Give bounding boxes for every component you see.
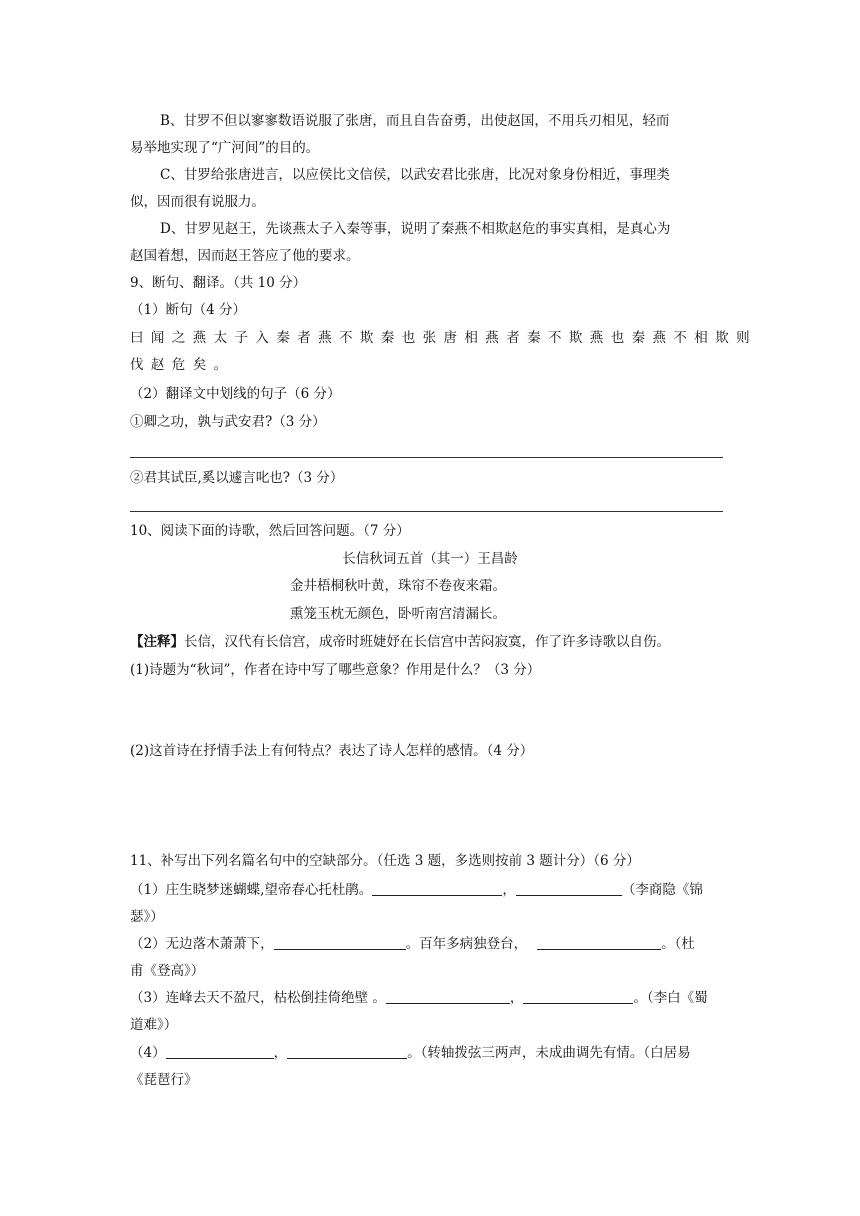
- q11-item-3: [130, 988, 708, 1008]
- q10-title: 10、阅读下面的诗歌，然后回答问题。（7 分）: [130, 523, 410, 539]
- q11-item-3-comma: ，: [509, 990, 524, 1006]
- option-c-line-1: C、甘罗给张唐进言，以应侯比文信侯，以武安君比张唐，比况对象身份相近，事理类: [160, 167, 670, 183]
- blank-4b[interactable]: [287, 1044, 407, 1059]
- q11-item-4-post: 。（转轴拨弦三两声，未成曲调先有情。（白居易: [407, 1045, 691, 1061]
- q11-item-1-wrap: 瑟》）: [130, 909, 164, 925]
- option-d-line-2: 赵国着想，因而赵王答应了他的要求。: [130, 248, 360, 264]
- q11-item-4-wrap: 《琵琶行》: [130, 1072, 198, 1088]
- q9-punctuation-text-line-2: 伐赵危矣。: [130, 357, 235, 373]
- q11-item-2-post: 。（杜: [661, 936, 695, 952]
- q11-item-3-post: 。（李白《蜀: [633, 990, 708, 1006]
- poem-line-2: 熏笼玉枕无颜色，卧听南宫清漏长。: [290, 606, 506, 622]
- blank-1a[interactable]: [372, 881, 502, 896]
- q9-part1-label: （1）断句（4 分）: [130, 302, 246, 318]
- q11-title: 11、补写出下列名篇名句中的空缺部分。（任选 3 题，多选则按前 3 题计分）（6 分）: [130, 853, 640, 869]
- q11-item-1-post: （李商隐《锦: [621, 882, 703, 898]
- q11-item-1-comma: ，: [502, 882, 516, 898]
- q11-item-3-wrap: 道难》）: [130, 1017, 178, 1033]
- q9-title: 9、断句、翻译。（共 10 分）: [130, 275, 307, 291]
- option-d-line-1: D、甘罗见赵王，先谈燕太子入秦等事，说明了秦燕不相欺赵危的事实真相，是真心为: [160, 221, 671, 237]
- answer-line-2[interactable]: [130, 511, 723, 512]
- q9-sentence-2: ②君其试臣,奚以遽言叱也?（3 分）: [130, 470, 344, 486]
- blank-4a[interactable]: [166, 1044, 274, 1059]
- blank-3b[interactable]: [523, 989, 633, 1004]
- blank-2a[interactable]: [274, 935, 406, 950]
- q9-punctuation-text-line-1: 曰闻之燕太子入秦者燕不欺秦也张唐相燕者秦不欺燕也秦燕不相欺则: [130, 330, 757, 346]
- q11-item-4: [130, 1043, 691, 1063]
- q10-sub2: (2)这首诗在抒情手法上有何特点？表达了诗人怎样的感情。（4 分）: [130, 743, 534, 759]
- q11-item-2-pre: （2）无边落木萧萧下，: [130, 936, 274, 952]
- blank-1b[interactable]: [516, 881, 622, 896]
- q11-item-3-pre: （3）连峰去天不盈尺，枯松倒挂倚绝壁 。: [130, 990, 386, 1006]
- q11-item-2-mid: 。百年多病独登台，: [405, 936, 528, 952]
- q11-item-1-pre: （1）庄生晓梦迷蝴蝶,望帝春心托杜鹃。: [130, 882, 373, 898]
- poem-line-1: 金井梧桐秋叶黄，珠帘不卷夜来霜。: [290, 578, 506, 594]
- note-label: 【注释】: [130, 634, 184, 650]
- blank-2b[interactable]: [537, 935, 661, 950]
- q11-item-4-comma: ，: [273, 1045, 288, 1061]
- q9-sentence-1: ①卿之功，孰与武安君?（3 分）: [130, 414, 326, 430]
- q11-item-2: [130, 934, 695, 954]
- q9-part2-label: （2）翻译文中划线的句子（6 分）: [130, 386, 341, 402]
- q10-sub1: (1)诗题为“秋词”，作者在诗中写了哪些意象？作用是什么？（3 分）: [130, 662, 541, 678]
- poem-note: [130, 632, 670, 652]
- q11-item-4-pre: （4）: [130, 1045, 166, 1061]
- blank-3a[interactable]: [386, 989, 510, 1004]
- note-text: 长信，汉代有长信宫，成帝时班婕妤在长信宫中苦闷寂寞，作了许多诗歌以自伤。: [184, 634, 670, 650]
- option-c-line-2: 似，因而很有说服力。: [130, 194, 265, 210]
- option-b-line-2: 易举地实现了“广河间”的目的。: [130, 140, 320, 156]
- q11-item-2-wrap: 甫《登高》）: [130, 963, 205, 979]
- q11-item-1: [130, 880, 703, 900]
- option-b-line-1: B、甘罗不但以寥寥数语说服了张唐，而且自告奋勇，出使赵国，不用兵刃相见，轻而: [160, 113, 670, 129]
- poem-title: 长信秋词五首（其一）王昌龄: [342, 551, 518, 567]
- answer-line-1[interactable]: [130, 457, 723, 458]
